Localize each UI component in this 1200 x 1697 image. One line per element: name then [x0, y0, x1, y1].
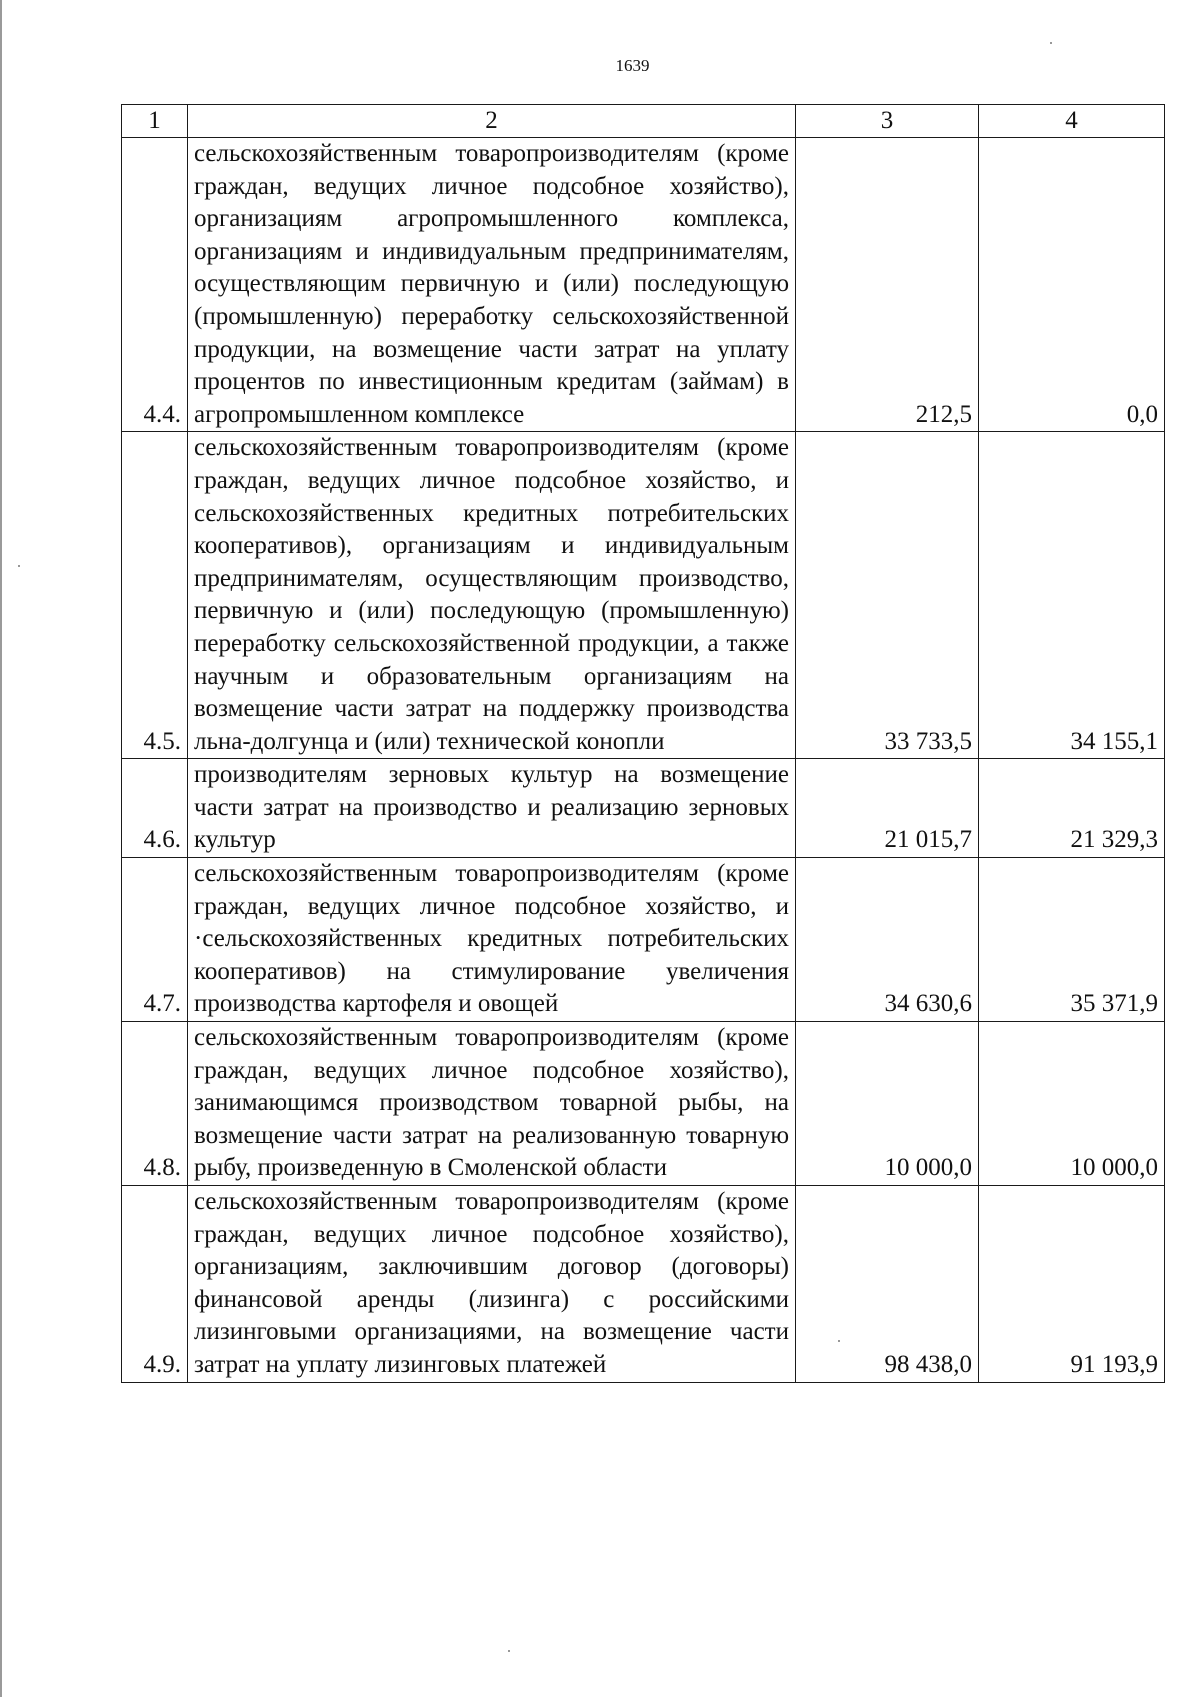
table-row [122, 858, 1165, 1022]
row-number: 4.9. [122, 1186, 188, 1383]
row-number: 4.4. [122, 138, 188, 432]
row-value-col3: 34 630,6 [796, 858, 979, 1022]
row-description: сельскохозяйственным товаропроизводителям (кроме граждан, ведущих личное подсобное хозяйство, и ·сельскохозяйственных кредитных потребительских кооперативов) на стимулирование увеличения производства картофеля и овощей [188, 858, 796, 1022]
row-value-col3: 33 733,5 [796, 432, 979, 759]
table-row [122, 138, 1165, 432]
header-col-3: 3 [796, 105, 979, 138]
scan-edge [0, 0, 2, 1697]
row-value-col4: 91 193,9 [979, 1186, 1165, 1383]
row-value-col3: 212,5 [796, 138, 979, 432]
row-number: 4.5. [122, 432, 188, 759]
row-description: сельскохозяйственным товаропроизводителям (кроме граждан, ведущих личное подсобное хозяйство), организациям, заключившим договор (договоры) финансовой аренды (лизинга) с российскими лизинговыми организациями, на возмещение части затрат на уплату лизинговых платежей [188, 1186, 796, 1383]
row-value-col4: 34 155,1 [979, 432, 1165, 759]
row-value-col4: 35 371,9 [979, 858, 1165, 1022]
row-number: 4.7. [122, 858, 188, 1022]
header-col-4: 4 [979, 105, 1165, 138]
scan-speck [838, 1340, 840, 1342]
row-description: сельскохозяйственным товаропроизводителям (кроме граждан, ведущих личное подсобное хозяйство, и сельскохозяйственных кредитных потребительских кооперативов), организациям и индивидуальным предпринимателям, осуществляющим производство, первичную и (или) последующую (промышленную) переработку сельскохозяйственной продукции, а также научным и образовательным организациям на возмещение части затрат на поддержку производства льна-долгунца и (или) технической конопли [188, 432, 796, 759]
table-row [122, 1022, 1165, 1186]
budget-table [121, 104, 1165, 1383]
table-row [122, 432, 1165, 759]
table-row [122, 1186, 1165, 1383]
row-number: 4.6. [122, 759, 188, 858]
row-description: сельскохозяйственным товаропроизводителям (кроме граждан, ведущих личное подсобное хозяйство), организациям агропромышленного комплекса, организациям и индивидуальным предпринимателям, осуществляющим первичную и (или) последующую (промышленную) переработку сельскохозяйственной продукции, на возмещение части затрат на уплату процентов по инвестиционным кредитам (займам) в агропромышленном комплексе [188, 138, 796, 432]
page-number: 1639 [615, 56, 650, 75]
table-header-row [122, 105, 1165, 138]
row-number: 4.8. [122, 1022, 188, 1186]
row-value-col4: 21 329,3 [979, 759, 1165, 858]
scan-speck [1050, 42, 1052, 44]
header-col-1: 1 [122, 105, 188, 138]
scan-speck [508, 1650, 510, 1652]
table-row [122, 759, 1165, 858]
header-col-2: 2 [188, 105, 796, 138]
row-value-col4: 10 000,0 [979, 1022, 1165, 1186]
row-description: сельскохозяйственным товаропроизводителям (кроме граждан, ведущих личное подсобное хозяйство), занимающимся производством товарной рыбы, на возмещение части затрат на реализованную товарную рыбу, произведенную в Смоленской области [188, 1022, 796, 1186]
row-value-col3: 21 015,7 [796, 759, 979, 858]
row-value-col3: 10 000,0 [796, 1022, 979, 1186]
scan-speck [18, 565, 20, 567]
row-description: производителям зерновых культур на возмещение части затрат на производство и реализацию зерновых культур [188, 759, 796, 858]
row-value-col3: 98 438,0 [796, 1186, 979, 1383]
row-value-col4: 0,0 [979, 138, 1165, 432]
